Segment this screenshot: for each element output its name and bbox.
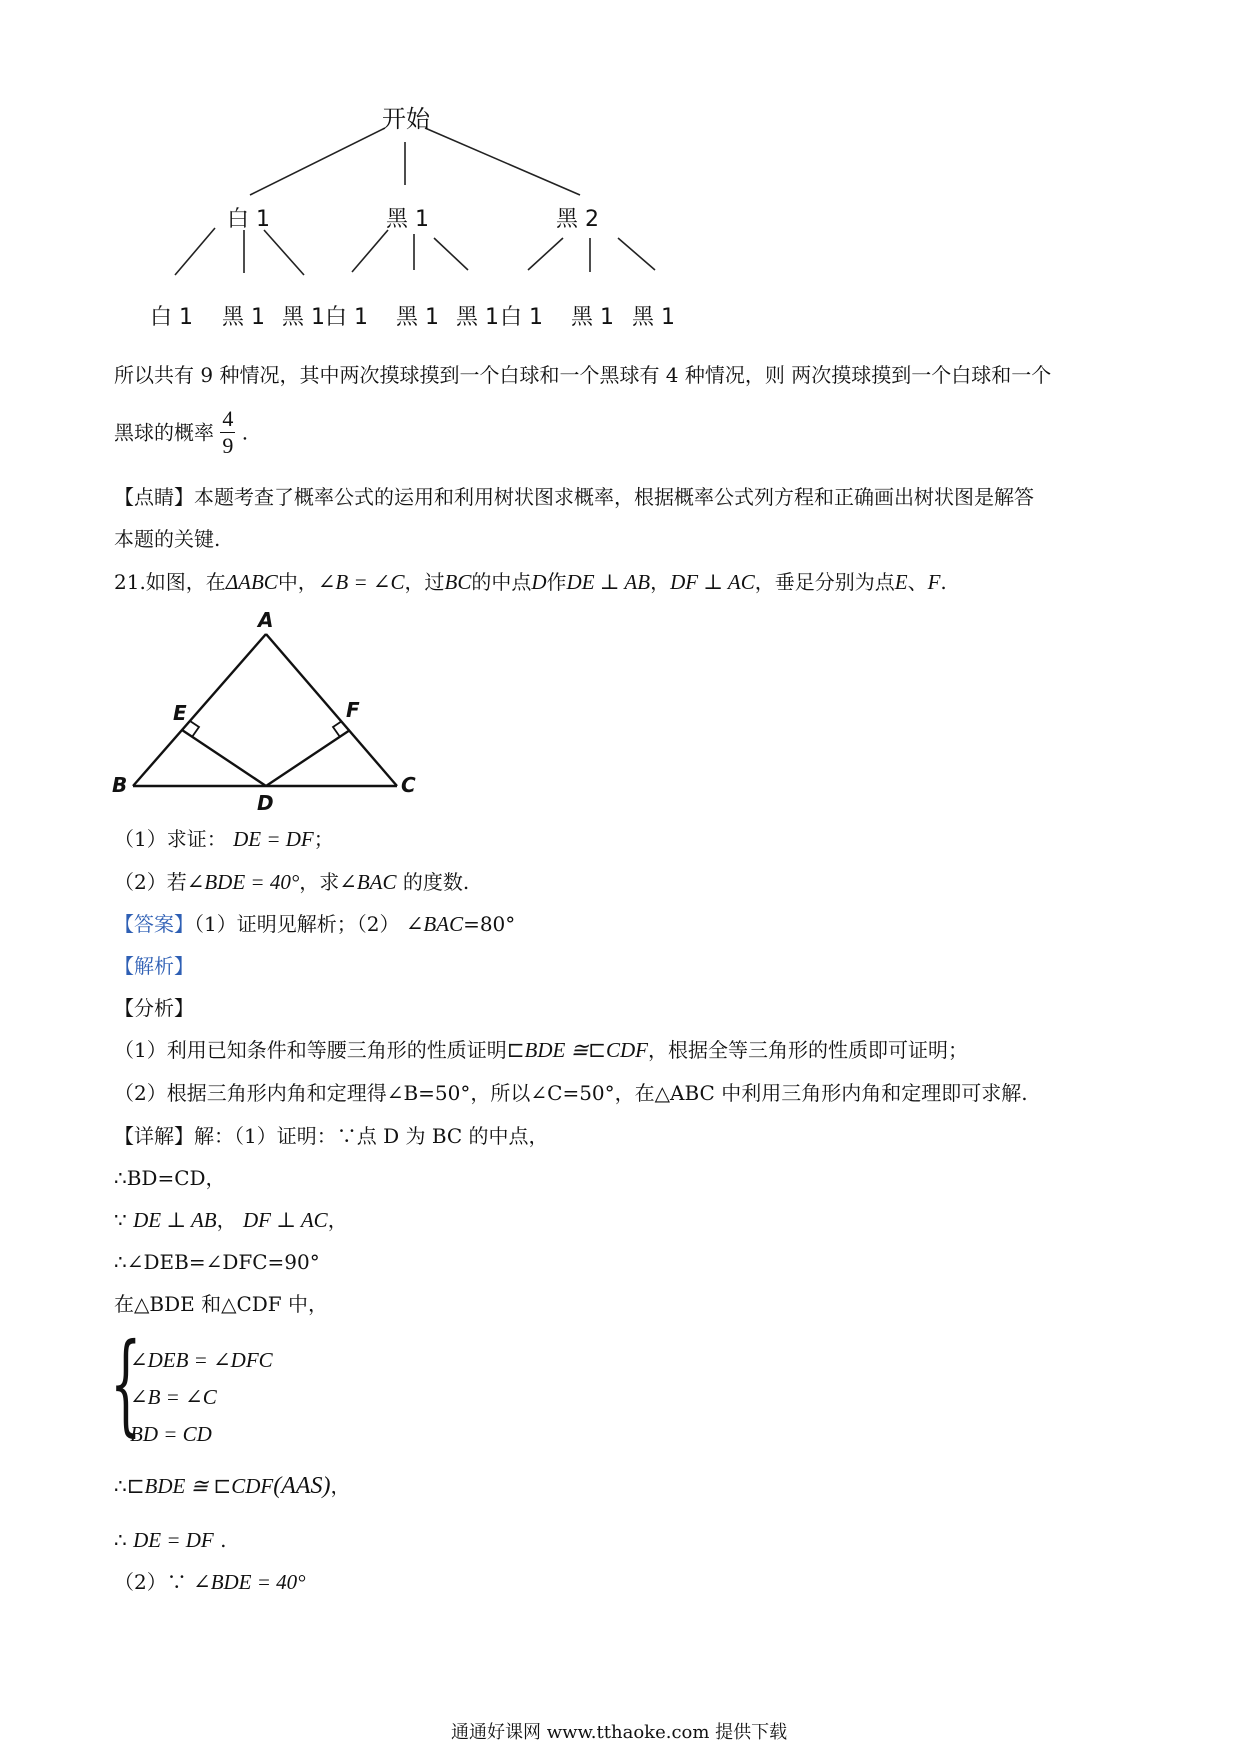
label-D: D [257, 791, 274, 815]
xj-math: ⊏BDE ≅ ⊏CDF [126, 1474, 274, 1498]
answer-line [114, 912, 515, 936]
xiangjie-line-8 [114, 1570, 306, 1594]
xj-text: ∴ [114, 1528, 127, 1552]
tree-l2-node: 黑 1 [632, 305, 675, 330]
xj-text: ， [216, 1208, 237, 1232]
q-text: 的中点 [471, 570, 532, 594]
probability-label: 黑球的概率 [114, 420, 214, 445]
tree-lines [175, 128, 655, 275]
page-footer: 通通好课网 www.tthaoke.com 提供下载 [451, 1722, 788, 1743]
conclusion-line-2 [114, 406, 248, 459]
dianjing-line-2: 本题的关键. [114, 527, 221, 551]
xj-text: （2）∵ [114, 1570, 187, 1594]
xiangjie-line-6 [114, 1474, 351, 1498]
fenxi-text: （1）利用已知条件和等腰三角形的性质证明 [114, 1038, 507, 1062]
part-text: （1）求证： [114, 827, 227, 851]
xiangjie-line-7 [114, 1528, 226, 1552]
label-F: F [346, 698, 360, 722]
system-eq-2: ∠B = ∠C [130, 1385, 217, 1409]
q-text: ， [650, 570, 671, 594]
q-text: 中， [277, 570, 318, 594]
tree-edge [264, 230, 304, 275]
label-C: C [401, 773, 416, 797]
segment-AC [266, 634, 397, 786]
fenxi-line-1 [114, 1038, 968, 1062]
q-text: 作 [546, 570, 567, 594]
answer-value: =80° [463, 912, 516, 936]
xiangjie-line-4: ∴∠DEB=∠DFC=90° [114, 1250, 320, 1274]
jiexi-tag: 【解析】 [114, 954, 194, 978]
xj-text: . [220, 1528, 227, 1552]
xiangjie-line-1: 【详解】解：（1）证明：∵点 D 为 BC 的中点， [114, 1124, 549, 1148]
q-math: D [531, 570, 547, 594]
question-21-statement [114, 570, 947, 594]
tree-l1-node: 白 1 [227, 207, 270, 232]
label-B: B [112, 773, 128, 797]
part-math: ∠BAC [339, 870, 397, 894]
part-text: ，求 [299, 870, 340, 894]
tree-l2-node: 白 1 [500, 305, 543, 330]
tree-l2-node: 黑 1 [282, 305, 325, 330]
part-text: ； [313, 827, 334, 851]
xj-text: ∵ [114, 1208, 127, 1232]
q-math: DE ⊥ AB [566, 570, 651, 594]
part-1 [114, 827, 334, 851]
answer-text: （1）证明见解析；（2） [194, 912, 400, 936]
q-text: ，过 [404, 570, 445, 594]
xj-math: DF ⊥ AC [242, 1208, 328, 1232]
xiangjie-line-2: ∴BD=CD， [114, 1166, 226, 1190]
tree-edge [352, 230, 388, 272]
dianjing-line-1: 【点睛】本题考查了概率公式的运用和利用树状图求概率，根据概率公式列方程和正确画出树状图是解答 [114, 485, 1034, 509]
system-eq-3: BD = CD [130, 1422, 212, 1446]
label-E: E [173, 701, 187, 725]
tree-edge [528, 238, 563, 270]
fraction-numerator: 4 [222, 406, 234, 431]
fenxi-math: ⊏BDE ≅⊏CDF [506, 1038, 648, 1062]
q-math: ΔABC [225, 570, 278, 594]
tree-l2-node: 黑 1 [222, 305, 265, 330]
tree-l1-node: 黑 2 [556, 207, 599, 232]
xj-math: ∠BDE = 40° [193, 1570, 306, 1594]
xj-math: (AAS) [273, 1473, 331, 1499]
q-math: BC [444, 570, 472, 594]
right-angle-mark-E [190, 721, 199, 737]
xj-math: DE = DF [133, 1528, 214, 1552]
tree-l2-node: 黑 1 [571, 305, 614, 330]
segment-DF [266, 730, 350, 786]
fenxi-tag: 【分析】 [114, 996, 194, 1020]
tree-edge [618, 238, 655, 270]
triangle-figure [100, 600, 440, 815]
fraction-denominator: 9 [222, 433, 234, 458]
part-2 [114, 870, 469, 894]
tree-l1-node: 黑 1 [386, 207, 429, 232]
probability-tree-diagram [0, 0, 1240, 340]
tree-edge [425, 128, 580, 195]
segment-DE [182, 730, 266, 786]
system-eq-1: ∠DEB = ∠DFC [130, 1348, 273, 1372]
tree-root: 开始 [382, 105, 430, 133]
tree-l2-node: 白 1 [150, 305, 193, 330]
xiangjie-line-5: 在△BDE 和△CDF 中， [114, 1292, 329, 1316]
period: . [241, 420, 249, 445]
answer-math: ∠BAC [405, 912, 464, 936]
system-brace: { [110, 1319, 142, 1447]
q-text: 、 [907, 570, 928, 594]
probability-fraction [220, 406, 235, 459]
fenxi-text: ，根据全等三角形的性质即可证明； [647, 1038, 968, 1062]
tree-l2-node: 黑 1 [456, 305, 499, 330]
xj-text: ∴ [114, 1474, 127, 1498]
q-math: ∠B = ∠C [317, 570, 405, 594]
q-math: E [894, 570, 908, 594]
part-text: 的度数. [402, 870, 470, 894]
part-text: （2）若 [114, 870, 187, 894]
q-text: 21.如图，在 [114, 570, 226, 594]
label-A: A [258, 608, 274, 632]
part-math: DE = DF [233, 827, 314, 851]
right-angle-mark-F [333, 721, 342, 737]
q-text: ，垂足分别为点 [754, 570, 895, 594]
fenxi-line-2: （2）根据三角形内角和定理得∠B=50°，所以∠C=50°，在△ABC 中利用三角形内角和定理即可求解. [114, 1081, 1028, 1105]
tree-edge [434, 238, 468, 270]
q-math: F [927, 570, 941, 594]
xj-text: ， [327, 1208, 348, 1232]
tree-l2-node: 白 1 [325, 305, 368, 330]
xiangjie-line-3 [114, 1208, 348, 1232]
segment-AB [133, 634, 266, 786]
tree-l2-node: 黑 1 [396, 305, 439, 330]
xj-text: ， [330, 1474, 351, 1498]
part-math: ∠BDE = 40° [186, 870, 300, 894]
xj-math: DE ⊥ AB [133, 1208, 217, 1232]
tree-edge [250, 128, 385, 195]
q-math: DF ⊥ AC [670, 570, 755, 594]
q-text: . [940, 570, 947, 594]
tree-edge [175, 228, 215, 275]
conclusion-line-1: 所以共有 9 种情况，其中两次摸球摸到一个白球和一个黑球有 4 种情况，则 两次摸球摸到一个白球和一个 [114, 363, 1052, 387]
answer-tag: 【答案】 [114, 912, 194, 936]
